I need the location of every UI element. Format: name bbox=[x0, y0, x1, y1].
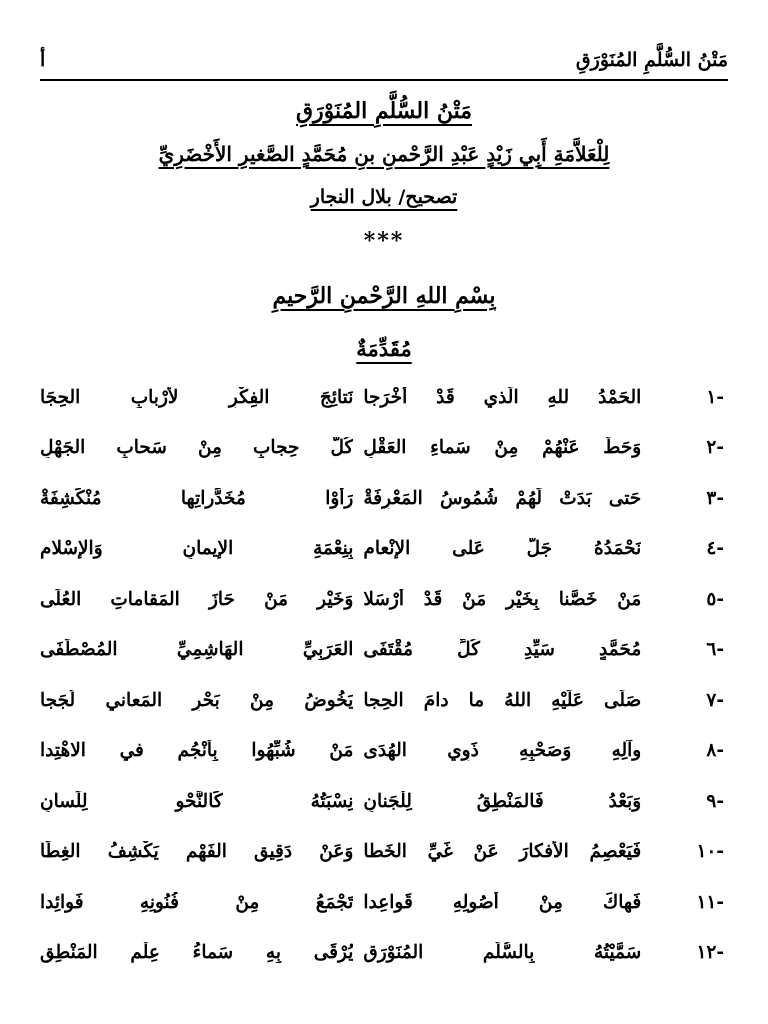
verse-number: -٩ bbox=[706, 790, 724, 812]
verse-list bbox=[40, 372, 728, 978]
verse-first-hemistich: وَحَطَّ عَنْهُمْ مِنْ سَماءِ العَقْلِ bbox=[363, 437, 642, 459]
verse-second-hemistich: رَأَوْا مُخَدَّراتِها مُنْكَشِفَةْ bbox=[40, 487, 354, 509]
verse-first-hemistich: سَمَّيْتُهُ بِالسُّلَّمِ المُنَوْرَقِ bbox=[363, 942, 642, 964]
verse-second-hemistich: بِنِعْمَةِ الإِيمانِ وَالإِسْلامِ bbox=[40, 538, 354, 560]
verse-row bbox=[40, 372, 728, 423]
verse-row bbox=[40, 726, 728, 777]
verse-row bbox=[40, 877, 728, 928]
verse-first-hemistich: مُحَمَّدٍ سَيِّدِ كُلِّ مُقْتَفَى bbox=[363, 639, 642, 661]
page-number: أ bbox=[40, 49, 46, 71]
verse-number: -٣ bbox=[706, 487, 724, 509]
editor-text: تصحيح/ بلال النجار bbox=[310, 186, 458, 208]
verse-second-hemistich: كُلَّ حِجابٍ مِنْ سَحابِ الجَهْلِ bbox=[40, 437, 354, 459]
verse-second-hemistich: العَرَبِيِّ الهَاشِمِيِّ المُصْطَفَى bbox=[40, 639, 354, 661]
verse-number: -٥ bbox=[706, 588, 724, 610]
basmala bbox=[40, 283, 728, 309]
verse-number: -١٢ bbox=[696, 942, 724, 964]
verse-second-hemistich: نَتائِجَ الفِكْرِ لأَرْبابِ الحِجَا bbox=[40, 386, 354, 408]
editor-line bbox=[40, 186, 728, 208]
running-title: مَتْنُ السُّلَّمِ المُنَوْرَقِ bbox=[575, 49, 728, 71]
verse-second-hemistich: نِسْبَتُهُ كَالنَّحْوِ لِلِّسانِ bbox=[40, 790, 354, 812]
verse-row bbox=[40, 776, 728, 827]
verse-number: -٧ bbox=[706, 689, 724, 711]
verse-row bbox=[40, 675, 728, 726]
verse-number: -١١ bbox=[696, 891, 724, 913]
basmala-text: بِسْمِ اللهِ الرَّحْمنِ الرَّحيمِ bbox=[272, 283, 496, 309]
section-heading-text: مُقَدِّمَةٌ bbox=[356, 336, 412, 361]
verse-number: -٤ bbox=[706, 538, 724, 560]
verse-second-hemistich: وَخَيْرِ مَنْ حَازَ المَقاماتِ العُلَى bbox=[40, 588, 354, 610]
author-text: لِلْعَلاَّمَةِ أَبِي زَيْدٍ عَبْدِ الرَّحْمنِ بنِ مُحَمَّدٍ الصَّغيرِ الأَخْضَرِيِّ bbox=[158, 142, 610, 166]
verse-second-hemistich: تَجْمَعُ مِنْ فُنُونِهِ فَوائِدا bbox=[40, 891, 354, 913]
section-heading bbox=[40, 336, 728, 361]
verse-number: -٢ bbox=[706, 437, 724, 459]
verse-number: -١٠ bbox=[696, 841, 724, 863]
verse-row bbox=[40, 625, 728, 676]
verse-row bbox=[40, 574, 728, 625]
verse-second-hemistich: يُرْقَى بِهِ سَماءُ عِلْمِ المَنْطِقِ bbox=[40, 942, 354, 964]
verse-first-hemistich: وَبَعْدُ فَالمَنْطِقُ لِلْجَنانِ bbox=[363, 790, 642, 812]
verse-number: -١ bbox=[706, 386, 724, 408]
verse-row bbox=[40, 827, 728, 878]
verse-second-hemistich: وَعَنْ دَقِيقِ الفَهْمِ يَكْشِفُ الغِطَا bbox=[40, 841, 354, 863]
section-separator: *** bbox=[363, 228, 405, 254]
header-rule bbox=[40, 79, 728, 81]
verse-row bbox=[40, 524, 728, 575]
verse-row bbox=[40, 423, 728, 474]
verse-number: -٨ bbox=[706, 740, 724, 762]
verse-first-hemistich: نَحْمَدُهُ جَلَّ عَلى الإِنْعامِ bbox=[363, 538, 642, 560]
verse-first-hemistich: حَتى بَدَتْ لَهُمْ شُمُوسُ المَعْرِفَةْ bbox=[363, 487, 642, 509]
author-line bbox=[40, 142, 728, 166]
title-text: مَتْنُ السُّلَّمِ المُنَوْرَقِ bbox=[295, 98, 473, 124]
verse-first-hemistich: فَيَعْصِمُ الأَفكارَ عَنْ غَيِّ الخَطا bbox=[363, 841, 642, 863]
verse-row bbox=[40, 928, 728, 979]
verse-first-hemistich: فَهاكَ مِنْ أُصُولِهِ قَواعِدا bbox=[363, 891, 642, 913]
verse-first-hemistich: وآلِهِ وَصَحْبِهِ ذَوِي الهُدَى bbox=[363, 740, 642, 762]
verse-second-hemistich: مَنْ شُبِّهُوا بِأَنْجُمٍ في الاهْتِدا bbox=[40, 740, 354, 762]
page-title bbox=[40, 98, 728, 124]
verse-row bbox=[40, 473, 728, 524]
verse-first-hemistich: صَلَّى عَلَيْهِ اللهُ ما دامَ الحِجا bbox=[363, 689, 642, 711]
running-header bbox=[40, 46, 728, 74]
verse-second-hemistich: يَخُوضُ مِنْ بَحْرِ المَعاني لُجَجا bbox=[40, 689, 354, 711]
verse-first-hemistich: الحَمْدُ للهِ الَّذي قَدْ أَخْرَجا bbox=[363, 386, 642, 408]
verse-first-hemistich: مَنْ خَصَّنا بِخَيْرِ مَنْ قَدْ أَرْسَلا bbox=[363, 588, 642, 610]
verse-number: -٦ bbox=[706, 639, 724, 661]
